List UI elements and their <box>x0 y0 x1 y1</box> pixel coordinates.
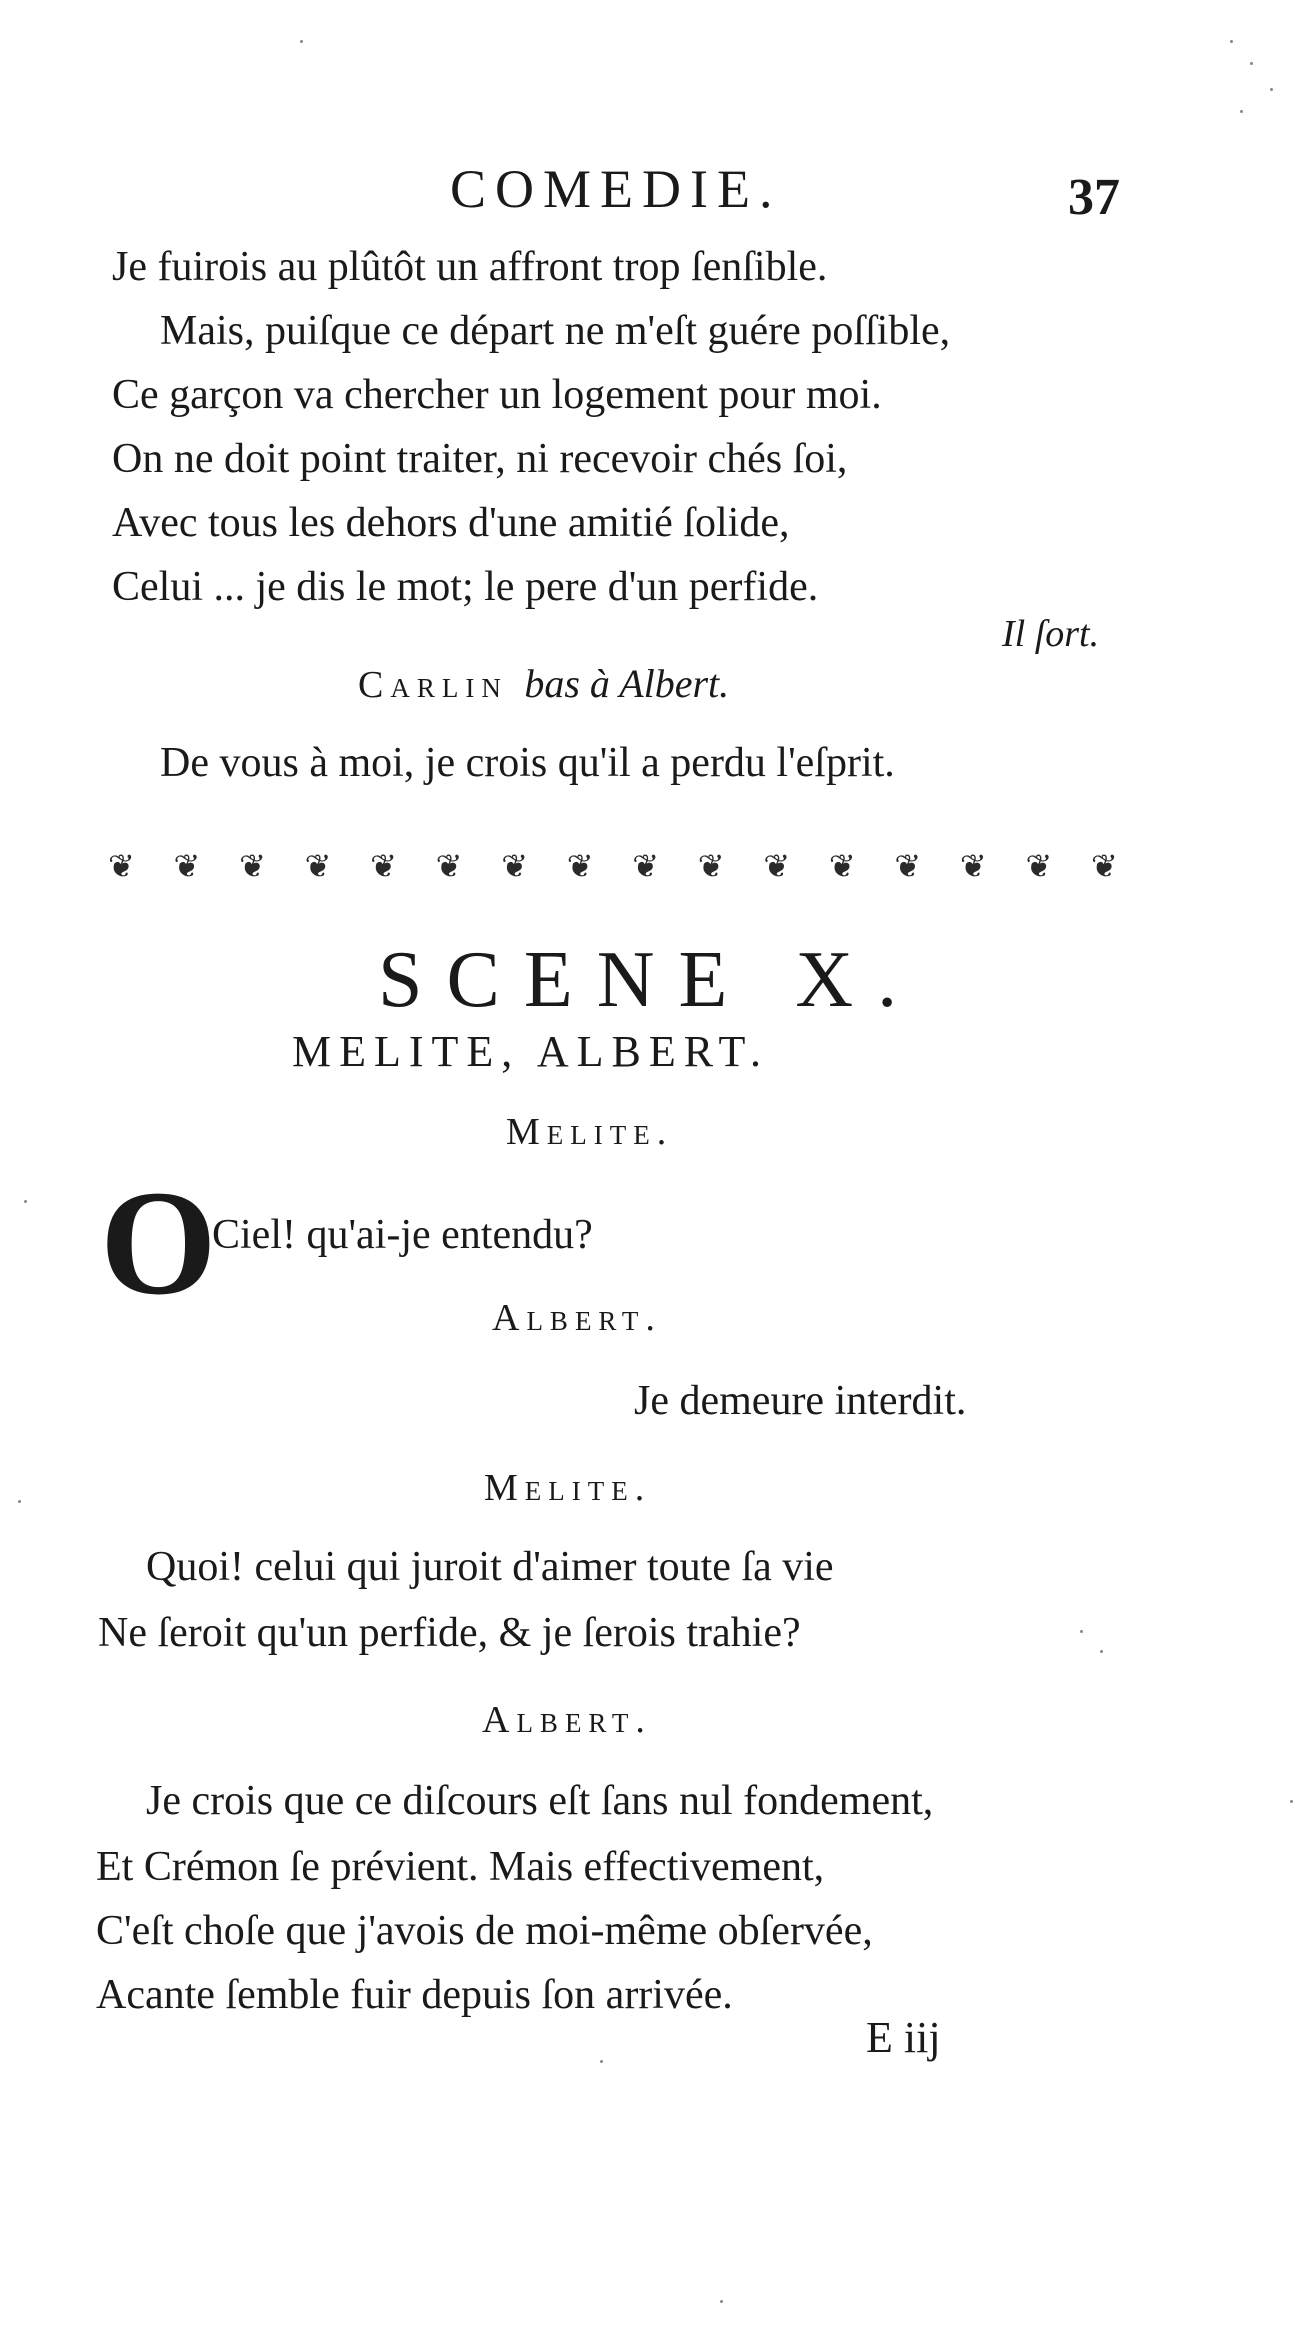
verse-line: Celui ... je dis le mot; le pere d'un perfide. <box>112 564 819 610</box>
ornamental-rule <box>108 848 1118 884</box>
verse-line: On ne doit point traiter, ni recevoir chés ſoi, <box>112 436 848 482</box>
signature-catchword: E iij <box>866 2013 941 2062</box>
verse-line: C'eſt choſe que j'avois de moi-même obſervée, <box>96 1908 873 1954</box>
verse-line: Je crois que ce diſcours eſt ſans nul fondement, <box>146 1778 934 1824</box>
verse-line: Acante ſemble fuir depuis ſon arrivée. <box>96 1972 733 2018</box>
speaker-heading-melite: Melite. <box>484 1467 652 1509</box>
scene-title: SCENE X. <box>378 936 922 1024</box>
ornament-glyph: ❦ <box>501 848 528 884</box>
speaker-heading-albert: Albert. <box>492 1297 662 1339</box>
speaker-name: Carlin <box>358 664 508 706</box>
ornament-glyph: ❦ <box>304 848 332 884</box>
scan-speck <box>720 2300 723 2303</box>
verse-line: Et Crémon ſe prévient. Mais effectivement, <box>96 1844 825 1890</box>
ornament-glyph: ❦ <box>828 848 856 884</box>
speaker-heading-albert: Albert. <box>482 1699 652 1741</box>
verse-line: Ce garçon va chercher un logement pour moi. <box>112 372 882 418</box>
ornament-glyph: ❦ <box>370 848 397 884</box>
ornament-glyph: ❦ <box>435 848 463 884</box>
ornament-glyph: ❦ <box>959 848 987 884</box>
verse-line: Je fuirois au plûtôt un affront trop ſenſible. <box>112 244 828 290</box>
ornament-glyph: ❦ <box>173 848 201 884</box>
ornament-glyph: ❦ <box>632 848 660 884</box>
ornament-glyph: ❦ <box>239 848 266 884</box>
ornament-glyph: ❦ <box>894 848 922 884</box>
speaker-heading-carlin <box>358 660 729 707</box>
scan-speck <box>600 2060 603 2063</box>
stage-direction-exit: Il ſort. <box>1002 613 1100 655</box>
scan-speck <box>1290 1800 1293 1803</box>
ornament-glyph: ❦ <box>1025 848 1053 884</box>
verse-line: Quoi! celui qui juroit d'aimer toute ſa vie <box>146 1544 834 1590</box>
ornament-glyph: ❦ <box>566 848 594 884</box>
scan-speck <box>24 1200 27 1203</box>
scan-speck <box>1080 1630 1083 1633</box>
running-head: COMEDIE. <box>450 159 782 219</box>
page-number: 37 <box>1068 169 1120 226</box>
speaker-heading-melite: Melite. <box>506 1111 674 1153</box>
scan-speck <box>18 1500 21 1503</box>
ornament-glyph: ❦ <box>1090 848 1118 884</box>
verse-line: Je demeure interdit. <box>634 1378 967 1424</box>
drop-capital: O <box>100 1160 217 1326</box>
scene-characters: MELITE, ALBERT. <box>292 1027 770 1076</box>
scan-speck <box>1270 88 1273 91</box>
scan-speck <box>1240 110 1243 113</box>
ornament-glyph: ❦ <box>763 848 791 884</box>
verse-line: Mais, puiſque ce départ ne m'eſt guére poſſible, <box>160 308 951 354</box>
verse-line: Avec tous les dehors d'une amitié ſolide, <box>112 500 790 546</box>
verse-line: Ciel! qu'ai-je entendu? <box>212 1212 593 1258</box>
scan-speck <box>1230 40 1233 43</box>
scan-speck <box>1250 62 1253 65</box>
scan-speck <box>1100 1650 1103 1653</box>
verse-line: Ne ſeroit qu'un perfide, & je ſerois trahie? <box>98 1610 801 1656</box>
scan-speck <box>300 40 303 43</box>
verse-line: De vous à moi, je crois qu'il a perdu l'eſprit. <box>160 740 895 786</box>
ornament-glyph: ❦ <box>697 848 725 884</box>
ornament-glyph: ❦ <box>108 848 135 884</box>
stage-direction: bas à Albert. <box>524 661 730 706</box>
